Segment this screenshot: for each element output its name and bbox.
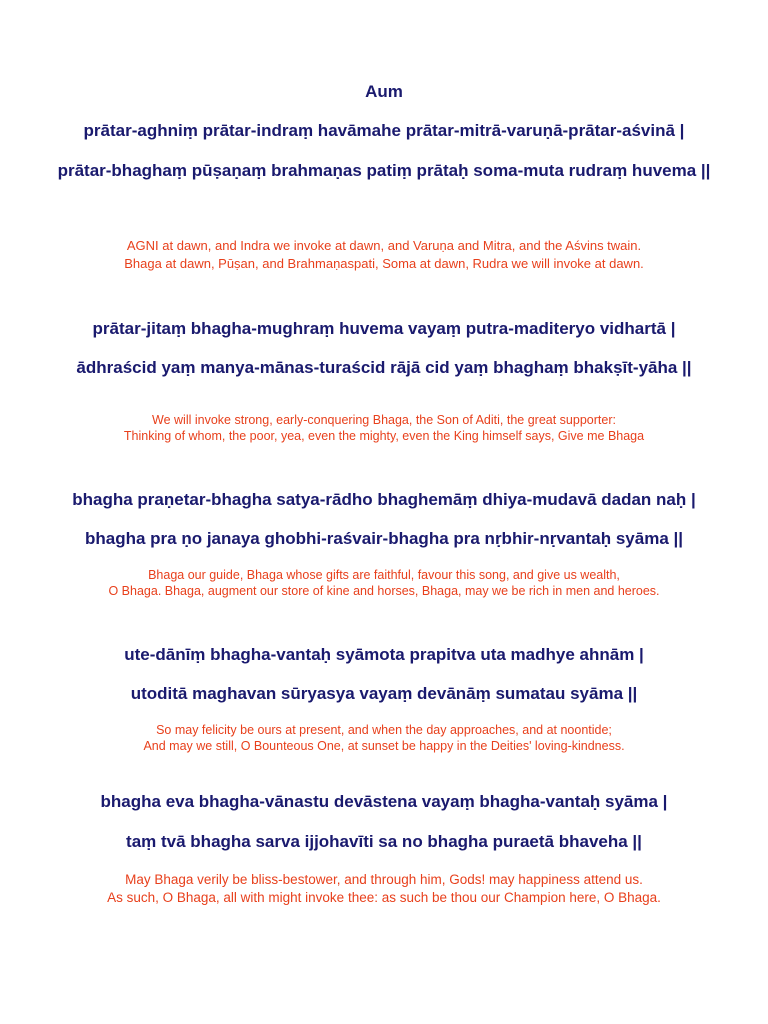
stanza-4-verse-line-1: ute-dānīṃ bhagha-vantaḥ syāmota prapitva uta madhye ahnām |: [124, 645, 644, 664]
stanza-2-verse-line-1: prātar-jitaṃ bhagha-mughraṃ huvema vayaṃ putra-maditeryo vidhartā |: [92, 319, 676, 338]
stanza-4-translation-line-2: And may we still, O Bounteous One, at sunset be happy in the Deities' loving-kindness.: [143, 739, 625, 753]
stanza-1-translation-line-2: Bhaga at dawn, Pūṣan, and Brahmaṇaspati, Soma at dawn, Rudra we will invoke at dawn.: [124, 256, 644, 271]
page-title: Aum: [365, 82, 403, 101]
stanza-5-translation-line-2: As such, O Bhaga, all with might invoke thee: as such be thou our Champion here, O Bhaga.: [107, 890, 661, 905]
stanza-2-translation-line-1: We will invoke strong, early-conquering Bhaga, the Son of Aditi, the great supporter:: [152, 413, 616, 427]
stanza-4-verse-line-2: utoditā maghavan sūryasya vayaṃ devānāṃ sumatau syāma ||: [130, 684, 638, 703]
stanza-4-translation-line-1: So may felicity be ours at present, and when the day approaches, and at noontide;: [156, 723, 612, 737]
stanza-5-verse-line-1: bhagha eva bhagha-vānastu devāstena vayaṃ bhagha-vantaḥ syāma |: [100, 792, 668, 811]
stanza-2-translation-line-2: Thinking of whom, the poor, yea, even the mighty, even the King himself says, Give me Bhaga: [123, 429, 645, 443]
stanza-3-verse-line-1: bhagha praṇetar-bhagha satya-rādho bhaghemāṃ dhiya-mudavā dadan naḥ |: [72, 490, 696, 509]
stanza-1-translation-line-1: AGNI at dawn, and Indra we invoke at dawn, and Varuṇa and Mitra, and the Aśvins twain.: [126, 238, 642, 253]
stanza-1-verse-line-2: prātar-bhaghaṃ pūṣaṇaṃ brahmaṇas patiṃ prātaḥ soma-muta rudraṃ huvema ||: [57, 161, 711, 180]
stanza-3-translation-line-1: Bhaga our guide, Bhaga whose gifts are faithful, favour this song, and give us wealth,: [148, 568, 620, 582]
stanza-3-translation-line-2: O Bhaga. Bhaga, augment our store of kine and horses, Bhaga, may we be rich in men and heroes.: [108, 584, 660, 598]
stanza-5-verse-line-2: taṃ tvā bhagha sarva ijjohavīti sa no bhagha puraetā bhaveha ||: [126, 832, 642, 851]
stanza-5-translation-line-1: May Bhaga verily be bliss-bestower, and through him, Gods! may happiness attend us.: [125, 872, 643, 887]
stanza-2-verse-line-2: ādhraścid yaṃ manya-mānas-turaścid rājā cid yaṃ bhaghaṃ bhakṣīt-yāha ||: [76, 358, 692, 377]
stanza-1-verse-line-1: prātar-aghniṃ prātar-indraṃ havāmahe prātar-mitrā-varuṇā-prātar-aśvinā |: [83, 121, 685, 140]
stanza-3-verse-line-2: bhagha pra ṇo janaya ghobhi-raśvair-bhagha pra nṛbhir-nṛvantaḥ syāma ||: [84, 529, 684, 548]
